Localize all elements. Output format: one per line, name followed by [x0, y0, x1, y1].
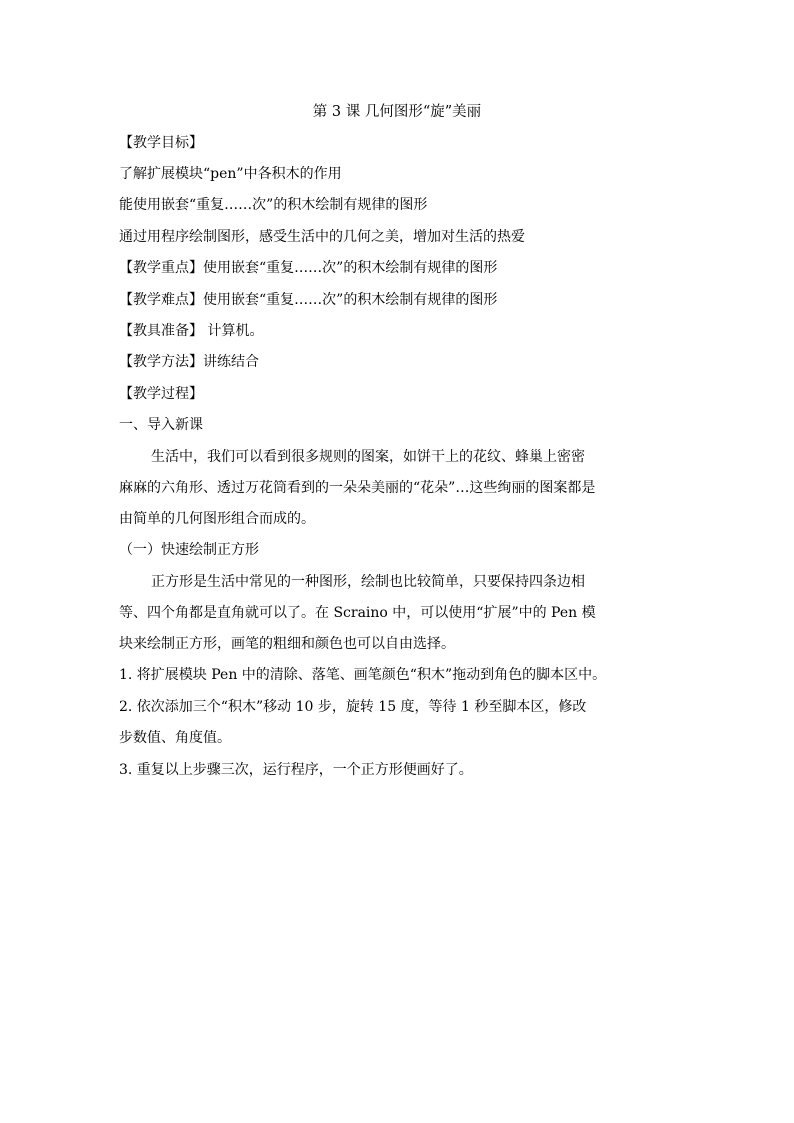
- step-2-line-1: 2. 依次添加三个“积木”移动 10 步，旋转 15 度，等待 1 秒至脚本区，修改: [119, 699, 587, 715]
- difficulty-line: 【教学难点】使用嵌套“重复……次”的积木绘制有规律的图形: [119, 292, 498, 308]
- lesson-title: 第 3 课 几何图形“旋”美丽: [312, 104, 482, 120]
- objective-line-2: 能使用嵌套“重复……次”的积木绘制有规律的图形: [119, 197, 428, 213]
- step-1: 1. 将扩展模块 Pen 中的清除、落笔、画笔颜色“积木”拖动到角色的脚本区中。: [119, 667, 607, 683]
- key-points-line: 【教学重点】使用嵌套“重复……次”的积木绘制有规律的图形: [119, 260, 498, 276]
- subsection-heading-square: （一）快速绘制正方形: [119, 542, 259, 558]
- intro-paragraph-line-1: 生活中，我们可以看到很多规则的图案，如饼干上的花纹、蜂巢上密密: [151, 449, 585, 465]
- section-heading-process: 【教学过程】: [119, 386, 203, 402]
- step-3: 3. 重复以上步骤三次，运行程序，一个正方形便画好了。: [119, 762, 473, 778]
- intro-paragraph-line-2: 麻麻的六角形、透过万花筒看到的一朵朵美丽的“花朵”…这些绚丽的图案都是: [119, 480, 596, 496]
- intro-paragraph-line-3: 由简单的几何图形组合而成的。: [119, 511, 315, 527]
- step-2-line-2: 步数值、角度值。: [119, 730, 231, 746]
- section-heading-objectives: 【教学目标】: [119, 135, 203, 151]
- square-paragraph-line-1: 正方形是生活中常见的一种图形，绘制也比较简单，只要保持四条边相: [151, 574, 585, 590]
- intro-heading: 一、导入新课: [119, 417, 203, 433]
- square-paragraph-line-3: 块来绘制正方形，画笔的粗细和颜色也可以自由选择。: [119, 636, 455, 652]
- square-paragraph-line-2: 等、四个角都是直角就可以了。在 Scraino 中，可以使用“扩展”中的 Pen 模: [119, 605, 596, 621]
- equipment-line: 【教具准备】 计算机。: [119, 323, 264, 339]
- method-line: 【教学方法】讲练结合: [119, 354, 259, 370]
- objective-line-3: 通过用程序绘制图形，感受生活中的几何之美，增加对生活的热爱: [119, 229, 525, 245]
- objective-line-1: 了解扩展模块“pen”中各积木的作用: [119, 166, 342, 182]
